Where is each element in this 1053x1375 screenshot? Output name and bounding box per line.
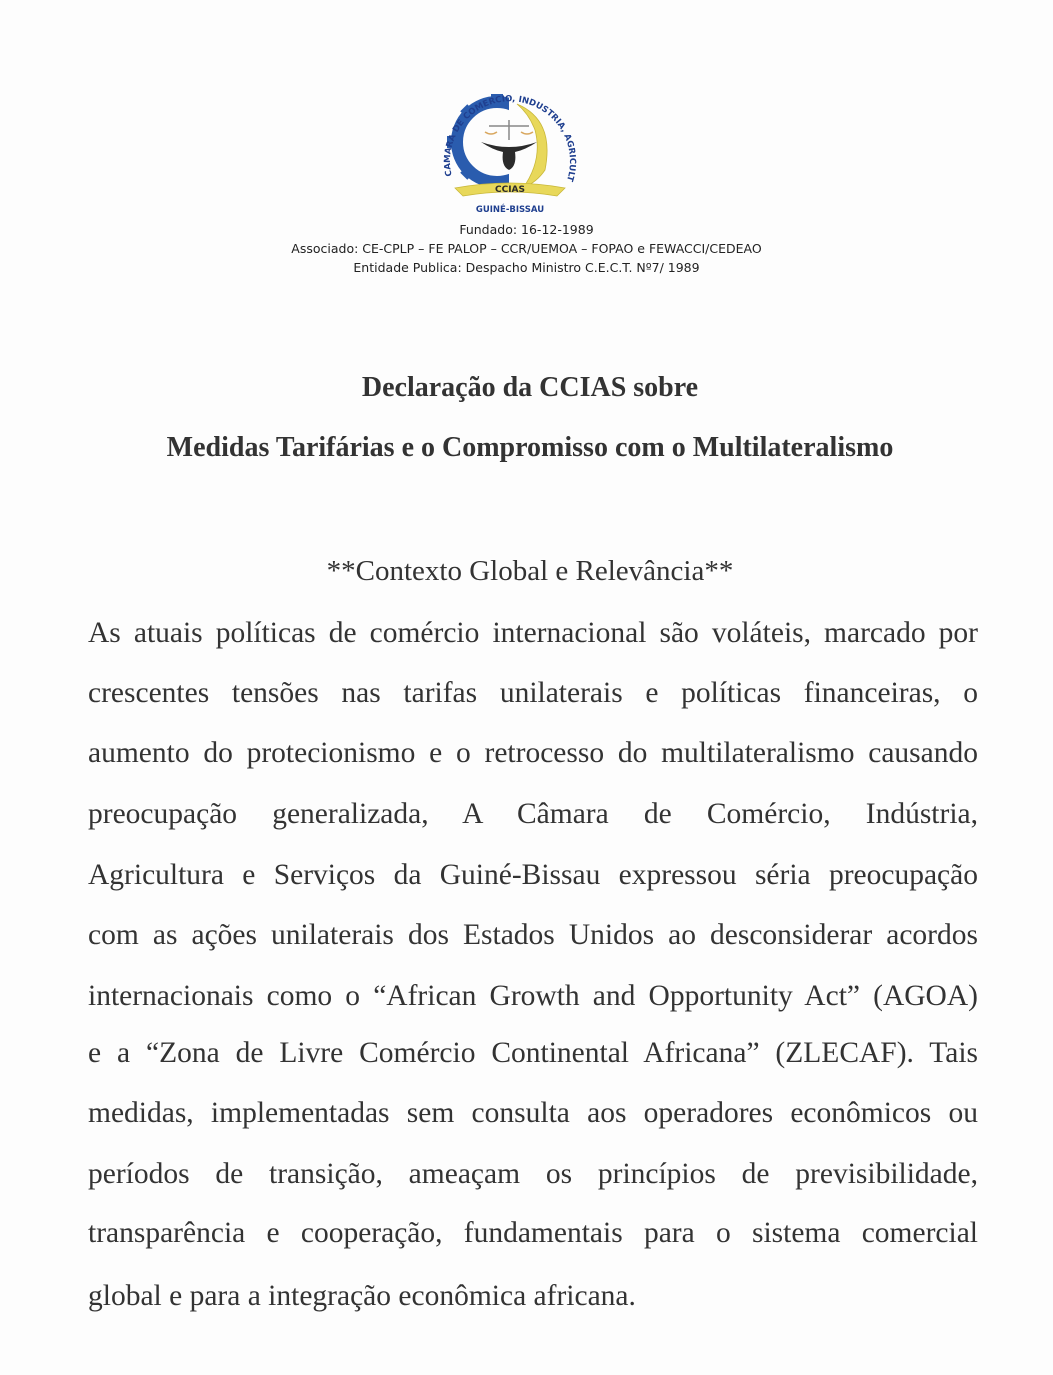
paragraph-line: crescentes tensões nas tarifas unilaterais e políticas financeiras, o: [88, 677, 978, 709]
ccias-emblem-icon: [425, 70, 595, 218]
paragraph-line: global e para a integração econômica africana.: [88, 1280, 636, 1312]
logo-arc-text: CAMARA DE COMERCIO, INDUSTRIA, AGRICULT: [442, 94, 578, 183]
founded-date: Fundado: 16-12-1989: [459, 222, 594, 237]
document-title-line-1: Declaração da CCIAS sobre: [361, 372, 699, 403]
paragraph-line: As atuais políticas de comércio internacional são voláteis, marcado por: [88, 617, 978, 649]
paragraph-line: e a “Zona de Livre Comércio Continental Africana” (ZLECAF). Tais: [88, 1037, 978, 1069]
paragraph-line: internacionais como o “African Growth and Opportunity Act” (AGOA): [88, 980, 978, 1012]
paragraph-line: Agricultura e Serviços da Guiné-Bissau expressou séria preocupação: [88, 859, 978, 891]
paragraph-line: aumento do protecionismo e o retrocesso do multilateralismo causando: [88, 737, 978, 769]
section-heading: **Contexto Global e Relevância**: [326, 555, 734, 587]
ccias-logo: [425, 70, 595, 218]
letterhead-info: [150, 220, 903, 277]
svg-text:CCIAS: CCIAS: [494, 185, 526, 195]
paragraph-line: medidas, implementadas sem consulta aos operadores econômicos ou: [88, 1097, 978, 1129]
associated-organizations: Associado: CE-CPLP – FE PALOP – CCR/UEMOA – FOPAO e FEWACCI/CEDEAO: [291, 241, 762, 256]
logo-location-text: GUINÉ-BISSAU: [475, 205, 545, 215]
public-entity-decree: Entidade Publica: Despacho Ministro C.E.C.T. Nº7/ 1989: [353, 260, 700, 275]
document-title-line-2: Medidas Tarifárias e o Compromisso com o Multilateralismo: [166, 432, 894, 463]
paragraph-line: preocupação generalizada, A Câmara de Comércio, Indústria,: [88, 798, 978, 830]
paragraph-line: períodos de transição, ameaçam os princípios de previsibilidade,: [88, 1158, 978, 1190]
paragraph-line: transparência e cooperação, fundamentais para o sistema comercial: [88, 1217, 978, 1249]
paragraph-line: com as ações unilaterais dos Estados Unidos ao desconsiderar acordos: [88, 919, 978, 951]
